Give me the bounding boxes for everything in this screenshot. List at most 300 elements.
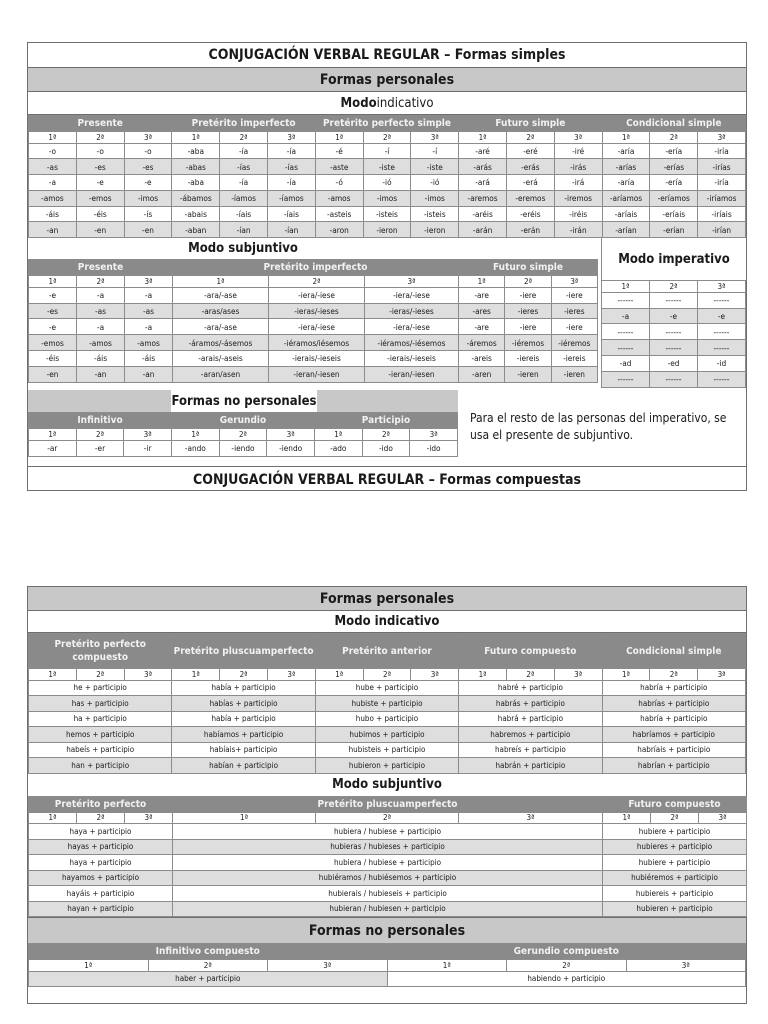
ending-cell: -ieran/-iesen (269, 366, 365, 382)
compound-indicativo-heading: Modo indicativo (28, 611, 746, 633)
tense-header: Condicional simple (602, 634, 745, 669)
form-cell: habrías + participio (602, 696, 745, 712)
table-row (29, 971, 746, 987)
table-row (29, 696, 746, 712)
person-label: 3ª (267, 132, 315, 144)
tense-header: Participio (314, 413, 457, 429)
form-cell: hubieren + participio (603, 901, 747, 917)
table-row (459, 287, 598, 303)
ending-cell: -erán (506, 222, 554, 238)
ending-cell: -as (125, 303, 173, 319)
form-cell: haya + participio (29, 824, 173, 840)
ending-cell: -ed (650, 355, 698, 371)
form-cell: habrían + participio (602, 758, 745, 774)
ending-cell: -o (124, 143, 172, 159)
person-label: 1ª (602, 669, 650, 681)
ending-cell: -e (124, 175, 172, 191)
person-label: 2ª (77, 276, 125, 288)
ending-cell: -ido (410, 440, 458, 456)
ending-cell: -a (125, 319, 173, 335)
person-label: 3ª (411, 132, 459, 144)
ending-cell: -irías (698, 159, 746, 175)
table-row (29, 886, 747, 902)
ending-cell: -éis (76, 206, 124, 222)
ending-cell: -asteis (315, 206, 363, 222)
ending-cell: -iríamos (698, 190, 746, 206)
ending-cell: -arías (602, 159, 650, 175)
person-label: 2ª (650, 132, 698, 144)
form-cell: habían + participio (172, 758, 315, 774)
simple-subjunctive-block (28, 238, 458, 382)
ending-cell: ------ (650, 340, 698, 356)
ending-cell: -en (76, 222, 124, 238)
ending-cell: -an (29, 222, 77, 238)
ending-cell: -aba (172, 175, 220, 191)
person-label: 1ª (387, 960, 507, 972)
ending-cell: -irían (698, 222, 746, 238)
ending-cell: -aríais (602, 206, 650, 222)
form-cell: hemos + participio (29, 727, 172, 743)
table-row (29, 350, 459, 366)
table-row (602, 292, 746, 308)
ending-cell: -ían (267, 222, 315, 238)
person-label: 2ª (76, 669, 124, 681)
ending-cell: -eríais (650, 206, 698, 222)
ending-cell: -e (650, 308, 698, 324)
person-label: 2ª (220, 669, 268, 681)
ending-cell: -iere (551, 319, 597, 335)
ending-cell: -aré (459, 143, 507, 159)
person-label: 1ª (315, 132, 363, 144)
form-cell: hayan + participio (29, 901, 173, 917)
form-cell: hubiéremos + participio (603, 870, 747, 886)
ending-cell: -iéremos (505, 335, 551, 351)
imperative-block (601, 238, 746, 387)
tense-header: Futuro simple (459, 116, 602, 132)
tense-header: Infinitivo (29, 413, 172, 429)
ending-cell: -es (29, 303, 77, 319)
person-label: 3ª (699, 812, 747, 824)
form-cell: hubiereis + participio (603, 886, 747, 902)
person-label: 2ª (316, 812, 459, 824)
ending-cell: -ieron (411, 222, 459, 238)
tense-header: Futuro compuesto (459, 634, 602, 669)
simple-subj-area (28, 238, 746, 390)
person-label: 1ª (29, 132, 77, 144)
ending-cell: -iste (363, 159, 411, 175)
form-cell: habías + participio (172, 696, 315, 712)
form-cell: hubiere + participio (603, 855, 747, 871)
ending-cell: -isteis (411, 206, 459, 222)
form-cell: hubiéramos / hubiésemos + participio (173, 870, 603, 886)
ending-cell: -ábamos (172, 190, 220, 206)
form-cell: hube + participio (315, 680, 458, 696)
ending-cell: -iere (505, 287, 551, 303)
ending-cell: -en (124, 222, 172, 238)
ending-cell: -éis (29, 350, 77, 366)
tense-header: Condicional simple (602, 116, 745, 132)
ending-cell: ------ (602, 292, 650, 308)
simple-subjunctive-future-table (458, 259, 598, 382)
ending-cell: -iremos (554, 190, 602, 206)
ending-cell: -ierais/-ieseis (269, 350, 365, 366)
ending-cell: -ería (650, 143, 698, 159)
person-label: 1ª (459, 132, 507, 144)
person-label: 3ª (365, 276, 459, 288)
person-label: 2ª (506, 132, 554, 144)
person-label: 3ª (124, 669, 172, 681)
form-cell: habeís + participio (29, 742, 172, 758)
nonpersonal-table (28, 412, 458, 456)
form-cell: hubieres + participio (603, 839, 747, 855)
ending-cell: -ad (602, 355, 650, 371)
person-row (29, 276, 459, 288)
form-cell: hubiere + participio (603, 824, 747, 840)
ending-cell: -irá (554, 175, 602, 191)
ending-cell: -ieres (505, 303, 551, 319)
ending-cell: -í (363, 143, 411, 159)
table-row (459, 319, 598, 335)
ending-cell: -erías (650, 159, 698, 175)
person-label: 1ª (314, 429, 362, 441)
person-label: 2ª (363, 132, 411, 144)
ending-cell: -ías (220, 159, 268, 175)
form-cell: hubo + participio (315, 711, 458, 727)
ending-cell: -iréis (554, 206, 602, 222)
ending-cell: -eré (506, 143, 554, 159)
table-row (29, 303, 459, 319)
table-row (459, 350, 598, 366)
table-row (29, 319, 459, 335)
ending-cell: -aréis (459, 206, 507, 222)
table-row (29, 870, 747, 886)
form-cell: hubieran / hubiesen + participio (173, 901, 603, 917)
ending-cell: -isteis (363, 206, 411, 222)
ending-cell: -erá (506, 175, 554, 191)
ending-cell: -iéremos (551, 335, 597, 351)
ending-cell: -o (76, 143, 124, 159)
table-row (29, 711, 746, 727)
table-row (29, 335, 459, 351)
ending-cell: -amos (77, 335, 125, 351)
form-cell: habrás + participio (459, 696, 602, 712)
person-label: 3ª (698, 132, 746, 144)
ending-cell: -ieren (505, 366, 551, 382)
ending-cell: -ierais/-ieseis (365, 350, 459, 366)
ending-cell: ------ (650, 324, 698, 340)
person-label: 2ª (76, 429, 124, 441)
simple-nonpersonal-area (28, 390, 746, 466)
tense-header: Gerundio compuesto (387, 944, 746, 960)
person-label: 1ª (602, 281, 650, 293)
tense-header: Pretérito anterior (315, 634, 458, 669)
imperativo-heading: Modo imperativo (601, 238, 746, 280)
ending-cell: -ieras/-ieses (365, 303, 459, 319)
tense-header-row (29, 116, 746, 132)
ending-cell: -id (698, 355, 746, 371)
form-cell: habría + participio (602, 711, 745, 727)
person-label: 1ª (173, 276, 269, 288)
ending-cell: -ieras/-ieses (269, 303, 365, 319)
person-label: 3ª (410, 429, 458, 441)
ending-cell: -irán (554, 222, 602, 238)
person-label: 2ª (507, 960, 627, 972)
ending-cell: -iera/-iese (269, 319, 365, 335)
person-label: 3ª (554, 669, 602, 681)
person-row (29, 429, 458, 441)
ending-cell: -iéramos/iésemos (269, 335, 365, 351)
ending-cell: -er (76, 440, 124, 456)
person-label: 1ª (29, 960, 149, 972)
ending-cell: -é (315, 143, 363, 159)
form-cell: habrán + participio (459, 758, 602, 774)
ending-cell: -iéramos/-iésemos (365, 335, 459, 351)
ending-cell: -iste (411, 159, 459, 175)
table-row (29, 159, 746, 175)
simple-personales-heading: Formas personales (28, 68, 746, 92)
ending-cell: -imos (363, 190, 411, 206)
form-cell: habríais + participio (602, 742, 745, 758)
ending-cell: -erían (650, 222, 698, 238)
ending-cell: -abais (172, 206, 220, 222)
ending-cell: -are (459, 287, 505, 303)
tense-header: Infinitivo compuesto (29, 944, 388, 960)
person-label: 3ª (268, 960, 388, 972)
person-label: 1ª (171, 429, 219, 441)
person-row (602, 281, 746, 293)
ending-cell: -ó (315, 175, 363, 191)
ending-cell: -iré (554, 143, 602, 159)
ending-cell: -abas (172, 159, 220, 175)
tense-header: Pretérito imperfecto (172, 116, 315, 132)
table-row (29, 727, 746, 743)
tense-header: Pretérito perfecto simple (315, 116, 458, 132)
person-label: 2ª (220, 132, 268, 144)
ending-cell: -imos (124, 190, 172, 206)
table-row (29, 824, 747, 840)
person-label: 2ª (506, 669, 554, 681)
person-label: 3ª (267, 429, 315, 441)
person-label: 1ª (315, 669, 363, 681)
table-row (459, 303, 598, 319)
person-label: 3ª (125, 812, 173, 824)
ending-cell: -ara/-ase (173, 287, 269, 303)
ending-cell: ------ (698, 371, 746, 387)
ending-cell: -aría (602, 143, 650, 159)
person-label: 2ª (362, 429, 410, 441)
ending-cell: -ía (267, 175, 315, 191)
simple-title: CONJUGACIÓN VERBAL REGULAR – Formas simples (28, 43, 746, 68)
person-label: 1ª (173, 812, 316, 824)
person-row (29, 669, 746, 681)
ending-cell: ------ (698, 324, 746, 340)
ending-cell: -eréis (506, 206, 554, 222)
ending-cell: -aban (172, 222, 220, 238)
ending-cell: -aren (459, 366, 505, 382)
ending-cell: -iereis (551, 350, 597, 366)
person-label: 1ª (29, 429, 77, 441)
form-cell: había + participio (172, 711, 315, 727)
person-label: 2ª (363, 669, 411, 681)
compound-title: CONJUGACIÓN VERBAL REGULAR – Formas compuestas (28, 466, 746, 492)
compound-nonpersonal-table (28, 943, 746, 987)
ending-cell: -aba (172, 143, 220, 159)
table-row (29, 901, 747, 917)
ending-cell: -o (29, 143, 77, 159)
compound-no-personales-heading: Formas no personales (28, 917, 746, 943)
ending-cell: -ando (171, 440, 219, 456)
person-label: 3ª (698, 669, 746, 681)
ending-cell: -ar (29, 440, 77, 456)
person-label: 1ª (172, 132, 220, 144)
ending-cell: -amos (315, 190, 363, 206)
ending-cell: -ía (220, 143, 268, 159)
tense-header-row (459, 260, 598, 276)
ending-cell: -áramos/-ásemos (173, 335, 269, 351)
tense-header: Gerundio (171, 413, 314, 429)
form-cell: hayas + participio (29, 839, 173, 855)
form-cell: habría + participio (602, 680, 745, 696)
ending-cell: -arían (602, 222, 650, 238)
person-label: 2ª (148, 960, 268, 972)
imperative-table (601, 280, 746, 387)
tense-header: Futuro compuesto (603, 796, 747, 812)
ending-cell: -ado (314, 440, 362, 456)
ending-cell: -íais (267, 206, 315, 222)
ending-cell: -ieres (551, 303, 597, 319)
ending-cell: -ara/-ase (173, 319, 269, 335)
ending-cell: -an (77, 366, 125, 382)
form-cell: habré + participio (459, 680, 602, 696)
imperative-note: Para el resto de las personas del imperativo, se usa el presente de subjuntivo. (470, 411, 727, 443)
ending-cell: -ía (220, 175, 268, 191)
table-row (29, 206, 746, 222)
compound-personales-heading: Formas personales (28, 587, 746, 611)
tense-header-row (29, 260, 459, 276)
ending-cell: -irás (554, 159, 602, 175)
ending-cell: -iendo (267, 440, 315, 456)
person-label: 3ª (125, 276, 173, 288)
person-label: 3ª (626, 960, 746, 972)
ending-cell: -íamos (220, 190, 268, 206)
ending-cell: -ía (267, 143, 315, 159)
ending-cell: -aremos (459, 190, 507, 206)
ending-cell: -aríamos (602, 190, 650, 206)
ending-cell: -es (76, 159, 124, 175)
ending-cell: -ería (650, 175, 698, 191)
person-row (29, 812, 747, 824)
indicativo-label: indicativo (376, 95, 434, 111)
simple-indicative-table (28, 115, 746, 238)
ending-cell: -aron (315, 222, 363, 238)
form-cell: hayáis + participio (29, 886, 173, 902)
ending-cell: -e (29, 319, 77, 335)
ending-cell: -iere (505, 319, 551, 335)
simple-subjunctive-table (28, 259, 459, 382)
form-cell: habíais+ participio (172, 742, 315, 758)
ending-cell: -ieren (551, 366, 597, 382)
ending-cell: -amos (29, 190, 77, 206)
table-row (29, 680, 746, 696)
ending-cell: -e (29, 287, 77, 303)
table-row (459, 366, 598, 382)
ending-cell: -an (125, 366, 173, 382)
person-label: 3ª (267, 669, 315, 681)
ending-cell: -iere (551, 287, 597, 303)
person-label: 2ª (269, 276, 365, 288)
ending-cell: -iera/-iese (365, 319, 459, 335)
ending-cell: ------ (602, 340, 650, 356)
ending-cell: -ir (124, 440, 172, 456)
person-label: 3ª (124, 429, 172, 441)
simple-forms-panel (27, 42, 747, 491)
person-label: 3ª (698, 281, 746, 293)
tense-header: Presente (29, 116, 172, 132)
person-row (459, 276, 598, 288)
form-cell: hayamos + participio (29, 870, 173, 886)
ending-cell: -arás (459, 159, 507, 175)
table-row (29, 758, 746, 774)
ending-cell: -ará (459, 175, 507, 191)
person-label: 1ª (29, 812, 77, 824)
form-cell: he + participio (29, 680, 172, 696)
form-cell: hubierais / hubieseis + participio (173, 886, 603, 902)
person-label: 1ª (459, 669, 507, 681)
tense-header-row (29, 413, 458, 429)
person-label: 2ª (505, 276, 551, 288)
ending-cell: -as (77, 303, 125, 319)
ending-cell: -íamos (267, 190, 315, 206)
ending-cell: ------ (698, 292, 746, 308)
ending-cell: -en (29, 366, 77, 382)
person-label: 3ª (554, 132, 602, 144)
form-cell: hubiera / hubiese + participio (173, 855, 603, 871)
table-row (29, 190, 746, 206)
ending-cell: -aran/asen (173, 366, 269, 382)
form-cell: hubieras / hubieses + participio (173, 839, 603, 855)
person-label: 1ª (29, 276, 77, 288)
table-row (29, 366, 459, 382)
ending-cell: -iría (698, 175, 746, 191)
ending-cell: -eríamos (650, 190, 698, 206)
ending-cell: -a (77, 319, 125, 335)
ending-cell: -ían (220, 222, 268, 238)
ending-cell: -ió (363, 175, 411, 191)
tense-header: Pretérito pluscuamperfecto (172, 634, 315, 669)
tense-header: Pretérito pluscuamperfecto (173, 796, 603, 812)
form-cell: habíamos + participio (172, 727, 315, 743)
modo-label: Modo (340, 95, 377, 111)
table-row (29, 855, 747, 871)
table-row (602, 371, 746, 387)
ending-cell: -a (29, 175, 77, 191)
ending-cell: ------ (602, 324, 650, 340)
person-row (29, 132, 746, 144)
table-row (602, 324, 746, 340)
compound-subjunctive-table (28, 796, 747, 918)
person-row (29, 960, 746, 972)
person-label: 1ª (459, 276, 505, 288)
ending-cell: -iendo (219, 440, 267, 456)
ending-cell: -ieran/-iesen (365, 366, 459, 382)
ending-cell: -ares (459, 303, 505, 319)
ending-cell: ------ (650, 292, 698, 308)
table-row (602, 355, 746, 371)
ending-cell: -áis (77, 350, 125, 366)
ending-cell: -áis (125, 350, 173, 366)
ending-cell: -emos (76, 190, 124, 206)
person-label: 3ª (551, 276, 597, 288)
